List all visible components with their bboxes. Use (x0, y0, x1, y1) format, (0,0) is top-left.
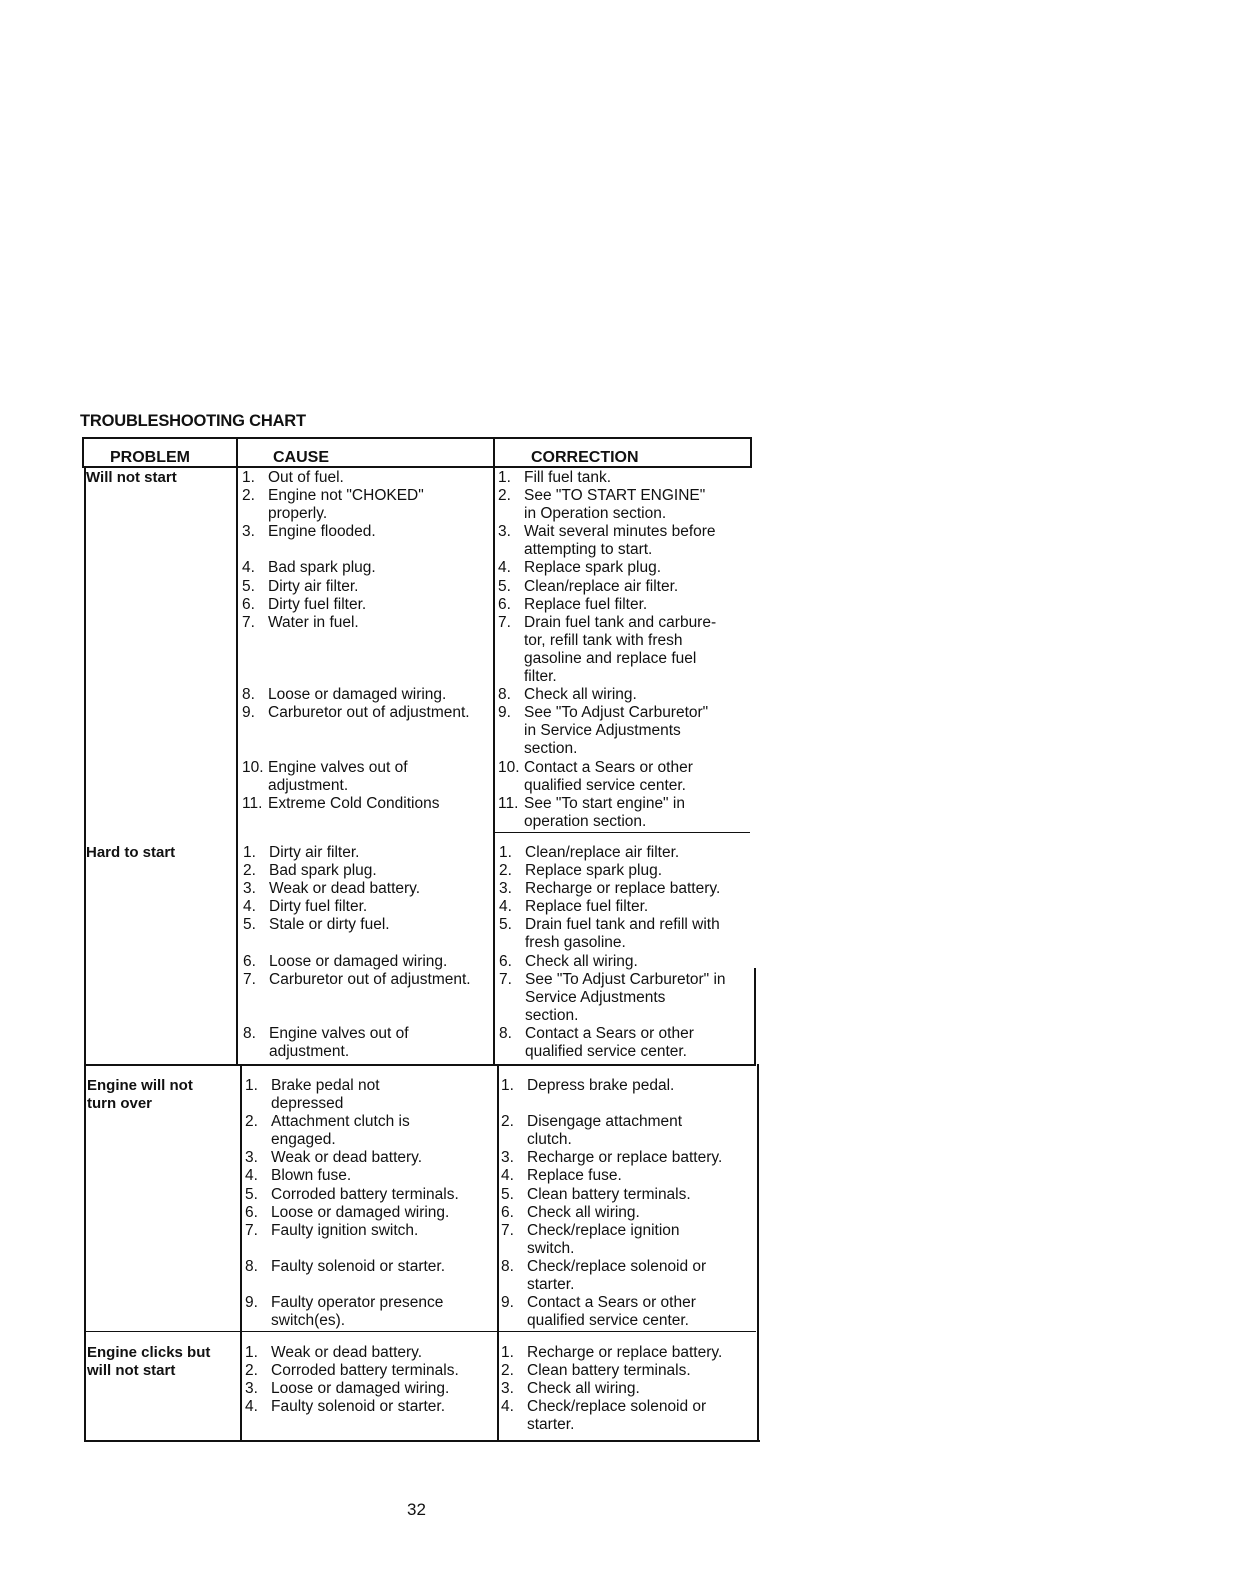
correction-item (498, 559, 716, 577)
cause-item (242, 632, 470, 686)
cause-cell (243, 844, 471, 1061)
correction-item (501, 1380, 722, 1398)
header-divider (82, 466, 752, 468)
cause-item-number: 1. (245, 1077, 258, 1094)
row-divider (86, 1331, 756, 1332)
correction-item-text: See "TO START ENGINE" (524, 487, 706, 505)
cause-item-text: Brake pedal not (271, 1077, 380, 1094)
column-divider (240, 1064, 242, 1442)
cause-item-text: Engine flooded. (268, 523, 376, 541)
correction-item-text: Fill fuel tank. (524, 469, 612, 486)
cause-item (243, 989, 471, 1025)
correction-item-text: fresh gasoline. (525, 934, 626, 952)
cause-item-number: 6. (243, 952, 256, 970)
header-problem: PROBLEM (110, 449, 190, 466)
column-divider (236, 437, 238, 1064)
correction-item-text: attempting to start. (524, 541, 653, 559)
table-top-border (82, 437, 752, 439)
correction-item-text: clutch. (527, 1131, 572, 1149)
correction-item-number: 11. (498, 794, 519, 812)
cause-item-text (269, 934, 471, 952)
cause-item (243, 1025, 471, 1061)
cause-item-number: 7. (243, 970, 256, 988)
cause-item (242, 614, 470, 632)
problem-cell (87, 1344, 237, 1380)
cause-item-text: Loose or damaged wiring. (271, 1203, 450, 1221)
correction-item (498, 596, 716, 614)
table-bottom-border (86, 1440, 760, 1442)
cause-item (242, 523, 470, 541)
correction-cell (498, 469, 716, 831)
cause-item-text: adjustment. (268, 776, 349, 794)
cause-item-text (268, 668, 470, 686)
correction-item-text: Replace fuel filter. (525, 898, 649, 916)
correction-item-text: gasoline and replace fuel (524, 649, 697, 667)
correction-item (501, 1344, 722, 1362)
correction-item-text: Check/replace ignition (527, 1221, 680, 1239)
cause-item-text: switch(es). (271, 1312, 346, 1330)
column-divider (493, 437, 495, 1064)
problem-cell (86, 844, 236, 862)
cause-item-text: Bad spark plug. (269, 862, 377, 880)
correction-item-text: Wait several minutes before (524, 523, 716, 541)
cause-item (245, 1077, 459, 1113)
correction-item-text: Replace fuse. (527, 1167, 622, 1185)
correction-item (498, 523, 716, 559)
cause-item-number: 2. (245, 1362, 258, 1380)
page-number: 32 (407, 1500, 426, 1519)
cause-item-text: Dirty fuel filter. (269, 898, 368, 916)
correction-item-text: Recharge or replace battery. (527, 1149, 723, 1167)
correction-item-text: section. (524, 740, 578, 758)
cause-item-text: Engine valves out of (269, 1024, 409, 1042)
correction-item-number: 9. (498, 704, 511, 722)
cause-item (245, 1186, 459, 1204)
cause-item (245, 1222, 459, 1240)
correction-item-text: Clean battery terminals. (527, 1185, 691, 1203)
correction-item-number: 1. (501, 1077, 514, 1094)
correction-item-text: See "To Adjust Carburetor" (524, 704, 709, 722)
correction-item-text: operation section. (524, 812, 647, 830)
cause-item (242, 596, 470, 614)
cause-item (245, 1149, 459, 1167)
cause-item-number: 4. (245, 1167, 258, 1185)
problem-text: turn over (87, 1095, 153, 1112)
header-correction: CORRECTION (531, 449, 639, 466)
cause-item-text: Loose or damaged wiring. (268, 686, 447, 704)
right-border-header (750, 437, 752, 468)
cause-item-number: 2. (245, 1113, 258, 1131)
cause-item-text: properly. (268, 505, 328, 523)
cause-item (245, 1380, 459, 1398)
chart-title: TROUBLESHOOTING CHART (80, 412, 306, 430)
column-divider (497, 1064, 499, 1442)
correction-item (498, 795, 716, 831)
cause-item-number: 9. (245, 1294, 258, 1312)
correction-item (501, 1294, 722, 1330)
correction-item-number: 5. (499, 916, 512, 934)
correction-item (501, 1398, 722, 1434)
correction-item (499, 880, 726, 898)
correction-item-text: Replace spark plug. (525, 862, 662, 880)
cause-item (243, 862, 471, 880)
cause-item (243, 916, 471, 934)
correction-item (501, 1113, 722, 1149)
correction-item-text: tor, refill tank with fresh (524, 631, 683, 649)
correction-item-text: Check all wiring. (527, 1203, 640, 1221)
correction-item (498, 704, 716, 758)
correction-item-text: Recharge or replace battery. (525, 880, 721, 898)
correction-item-text: in Service Adjustments (524, 722, 681, 740)
cause-item-text (271, 1276, 459, 1294)
correction-item-text: starter. (527, 1276, 575, 1294)
correction-item-text: Check all wiring. (525, 952, 638, 970)
correction-item-number: 10. (498, 758, 520, 776)
cause-item (243, 844, 471, 862)
cause-item (245, 1204, 459, 1222)
correction-item-text: section. (525, 1006, 579, 1024)
correction-item-text: See "To Adjust Carburetor" in (525, 970, 726, 988)
cause-item-text: Corroded battery terminals. (271, 1185, 459, 1203)
cause-item-text: Bad spark plug. (268, 559, 376, 577)
cause-item-text: Dirty air filter. (269, 844, 360, 861)
correction-item (501, 1222, 722, 1258)
correction-item-number: 7. (501, 1221, 514, 1239)
correction-item-number: 6. (499, 952, 512, 970)
cause-item (245, 1113, 459, 1149)
correction-item-text: in Operation section. (524, 505, 667, 523)
correction-cell (501, 1077, 722, 1330)
cause-item-text: Attachment clutch is (271, 1113, 410, 1131)
correction-item-text: Check/replace solenoid or (527, 1398, 707, 1416)
cause-item (242, 487, 470, 523)
cause-item (243, 880, 471, 898)
cause-item-text (268, 650, 470, 668)
cause-item-text: Carburetor out of adjustment. (269, 970, 471, 988)
cause-item-text: Faulty operator presence (271, 1294, 444, 1312)
cause-item-number: 2. (243, 862, 256, 880)
cause-item (242, 704, 470, 722)
correction-item-text: Check all wiring. (527, 1380, 640, 1398)
correction-item-text: Replace fuel filter. (524, 595, 648, 613)
cause-item-number: 3. (245, 1149, 258, 1167)
cause-item-text: Loose or damaged wiring. (269, 952, 448, 970)
cause-item-number: 11. (242, 794, 263, 812)
correction-item-text: Service Adjustments (525, 988, 666, 1006)
cause-item-number: 1. (245, 1344, 258, 1361)
correction-cell (501, 1344, 722, 1434)
cause-item (245, 1294, 459, 1330)
correction-item (501, 1258, 722, 1294)
problem-cell (86, 469, 236, 487)
cause-item-number: 4. (242, 559, 255, 577)
cause-item-text: Loose or damaged wiring. (271, 1380, 450, 1398)
cause-item-text: Weak or dead battery. (271, 1149, 423, 1167)
correction-item-text: switch. (527, 1239, 575, 1257)
correction-item-text: starter. (527, 1416, 575, 1434)
cause-cell (242, 469, 470, 813)
correction-item-number: 7. (499, 970, 512, 988)
correction-item-text: qualified service center. (527, 1312, 689, 1330)
correction-item-text: qualified service center. (525, 1043, 687, 1061)
cause-item-text: Dirty fuel filter. (268, 595, 367, 613)
cause-item (242, 686, 470, 704)
problem-text: will not start (87, 1362, 176, 1379)
cause-cell (245, 1344, 459, 1416)
correction-item (501, 1204, 722, 1222)
correction-item-text: filter. (524, 668, 557, 686)
correction-item-text: Contact a Sears or other (524, 758, 693, 776)
cause-item (242, 559, 470, 577)
correction-item-number: 1. (499, 844, 512, 861)
cause-item-text: Dirty air filter. (268, 577, 359, 595)
row-divider (86, 1064, 756, 1066)
cause-item (242, 469, 470, 487)
cause-item-number: 6. (242, 595, 255, 613)
correction-item-number: 2. (501, 1362, 514, 1380)
cause-item (242, 722, 470, 758)
cause-item-number: 1. (243, 844, 256, 861)
correction-item (501, 1362, 722, 1380)
cause-item-text: Out of fuel. (268, 469, 344, 486)
cause-item-text: Weak or dead battery. (271, 1344, 423, 1361)
cause-item-number: 7. (242, 613, 255, 631)
correction-item (499, 1025, 726, 1061)
correction-item (498, 487, 716, 523)
correction-item-number: 8. (501, 1257, 514, 1275)
correction-item-text: Recharge or replace battery. (527, 1344, 723, 1361)
correction-row-divider (495, 832, 750, 833)
cause-item-text (268, 722, 470, 740)
cause-item-number: 3. (243, 880, 256, 898)
correction-item-number: 8. (499, 1024, 512, 1042)
correction-item-number: 6. (501, 1203, 514, 1221)
cause-item-number: 10. (242, 758, 264, 776)
correction-item (498, 614, 716, 686)
cause-item (243, 953, 471, 971)
cause-item (245, 1362, 459, 1380)
correction-item (499, 953, 726, 971)
correction-item-number: 2. (499, 862, 512, 880)
correction-item-number: 4. (499, 898, 512, 916)
left-border-header (82, 437, 84, 468)
correction-item (501, 1186, 722, 1204)
correction-item-number: 3. (498, 523, 511, 541)
correction-item-text: Drain fuel tank and refill with (525, 916, 720, 934)
correction-item-text: Depress brake pedal. (527, 1077, 675, 1094)
correction-item-text: Clean/replace air filter. (525, 844, 680, 861)
correction-item (499, 898, 726, 916)
correction-item-number: 3. (501, 1149, 514, 1167)
cause-item-text: depressed (271, 1095, 344, 1113)
correction-item (499, 916, 726, 952)
correction-item (498, 759, 716, 795)
problem-cell (87, 1077, 237, 1113)
cause-item-text: Faulty solenoid or starter. (271, 1398, 446, 1416)
correction-item-number: 9. (501, 1294, 514, 1312)
cause-item (245, 1398, 459, 1416)
cause-item-text: Stale or dirty fuel. (269, 916, 390, 934)
cause-item (245, 1344, 459, 1362)
cause-item-text: Corroded battery terminals. (271, 1362, 459, 1380)
problem-text: Engine will not (87, 1077, 193, 1094)
cause-item (243, 934, 471, 952)
correction-item-text: Disengage attachment (527, 1113, 683, 1131)
correction-item-text: Drain fuel tank and carbure- (524, 613, 717, 631)
cause-item-text (271, 1240, 459, 1258)
cause-item (242, 541, 470, 559)
cause-item (242, 759, 470, 795)
correction-item-number: 8. (498, 686, 511, 704)
cause-item (245, 1258, 459, 1276)
correction-item-text: Contact a Sears or other (525, 1024, 694, 1042)
right-border (754, 968, 756, 1064)
correction-item (499, 844, 726, 862)
cause-item-text (269, 1007, 471, 1025)
correction-item-text: Clean/replace air filter. (524, 577, 679, 595)
cause-item-text: Carburetor out of adjustment. (268, 704, 470, 722)
cause-item (243, 898, 471, 916)
cause-item (243, 971, 471, 989)
cause-item-text: Engine not "CHOKED" (268, 487, 424, 505)
cause-item-number: 8. (245, 1257, 258, 1275)
correction-item (498, 578, 716, 596)
cause-item-text: Blown fuse. (271, 1167, 352, 1185)
correction-item-number: 2. (501, 1113, 514, 1131)
cause-item-number: 3. (245, 1380, 258, 1398)
cause-item-text: Weak or dead battery. (269, 880, 421, 898)
correction-item-number: 1. (501, 1344, 514, 1361)
correction-item-text: Contact a Sears or other (527, 1294, 696, 1312)
correction-item-number: 5. (498, 577, 511, 595)
cause-item-number: 9. (242, 704, 255, 722)
cause-item-number: 8. (243, 1024, 256, 1042)
cause-item-text: engaged. (271, 1131, 336, 1149)
correction-item (501, 1167, 722, 1185)
problem-text: Will not start (86, 469, 177, 486)
correction-item-text: qualified service center. (524, 776, 686, 794)
correction-item-number: 1. (498, 469, 511, 486)
cause-item-text (269, 989, 471, 1007)
cause-item-number: 7. (245, 1221, 258, 1239)
cause-item-number: 5. (243, 916, 256, 934)
correction-item-text: Check all wiring. (524, 686, 637, 704)
correction-item (501, 1077, 722, 1095)
correction-item (498, 469, 716, 487)
problem-text: Engine clicks but (87, 1344, 211, 1361)
cause-cell (245, 1077, 459, 1330)
correction-cell (499, 844, 726, 1061)
cause-item-number: 5. (245, 1185, 258, 1203)
correction-item-number: 3. (499, 880, 512, 898)
cause-item (245, 1240, 459, 1258)
cause-item-number: 5. (242, 577, 255, 595)
correction-item (499, 971, 726, 1025)
cause-item-text (268, 632, 470, 650)
correction-item (501, 1095, 722, 1113)
correction-item-number: 5. (501, 1185, 514, 1203)
cause-item-text (268, 541, 470, 559)
cause-item-number: 4. (243, 898, 256, 916)
correction-item-text: Check/replace solenoid or (527, 1257, 707, 1275)
cause-item-text: Extreme Cold Conditions (268, 794, 440, 812)
correction-item (498, 686, 716, 704)
correction-item-number: 3. (501, 1380, 514, 1398)
cause-item (245, 1167, 459, 1185)
correction-item-text: Replace spark plug. (524, 559, 661, 577)
cause-item-text: Engine valves out of (268, 758, 408, 776)
cause-item-number: 8. (242, 686, 255, 704)
cause-item-number: 6. (245, 1203, 258, 1221)
correction-item (499, 862, 726, 880)
cause-item-number: 2. (242, 487, 255, 505)
header-cause: CAUSE (273, 449, 330, 466)
right-border (757, 1064, 759, 1442)
correction-item-number: 4. (501, 1398, 514, 1416)
correction-item-number: 4. (498, 559, 511, 577)
cause-item (242, 578, 470, 596)
cause-item-number: 3. (242, 523, 255, 541)
correction-item-text: Clean battery terminals. (527, 1362, 691, 1380)
cause-item (245, 1276, 459, 1294)
correction-item (501, 1149, 722, 1167)
problem-text: Hard to start (86, 844, 176, 861)
correction-item-text (527, 1095, 722, 1113)
cause-item-text: Faulty solenoid or starter. (271, 1257, 446, 1275)
cause-item-text: adjustment. (269, 1043, 350, 1061)
cause-item-text (268, 740, 470, 758)
correction-item-text: See "To start engine" in (524, 794, 685, 812)
left-border (84, 466, 86, 1442)
cause-item-text: Water in fuel. (268, 613, 359, 631)
cause-item (242, 795, 470, 813)
correction-item-number: 2. (498, 487, 511, 505)
correction-item-number: 6. (498, 595, 511, 613)
correction-item-number: 4. (501, 1167, 514, 1185)
cause-item-text: Faulty ignition switch. (271, 1221, 419, 1239)
correction-item-number: 7. (498, 613, 511, 631)
cause-item-number: 1. (242, 469, 255, 486)
cause-item-number: 4. (245, 1398, 258, 1416)
